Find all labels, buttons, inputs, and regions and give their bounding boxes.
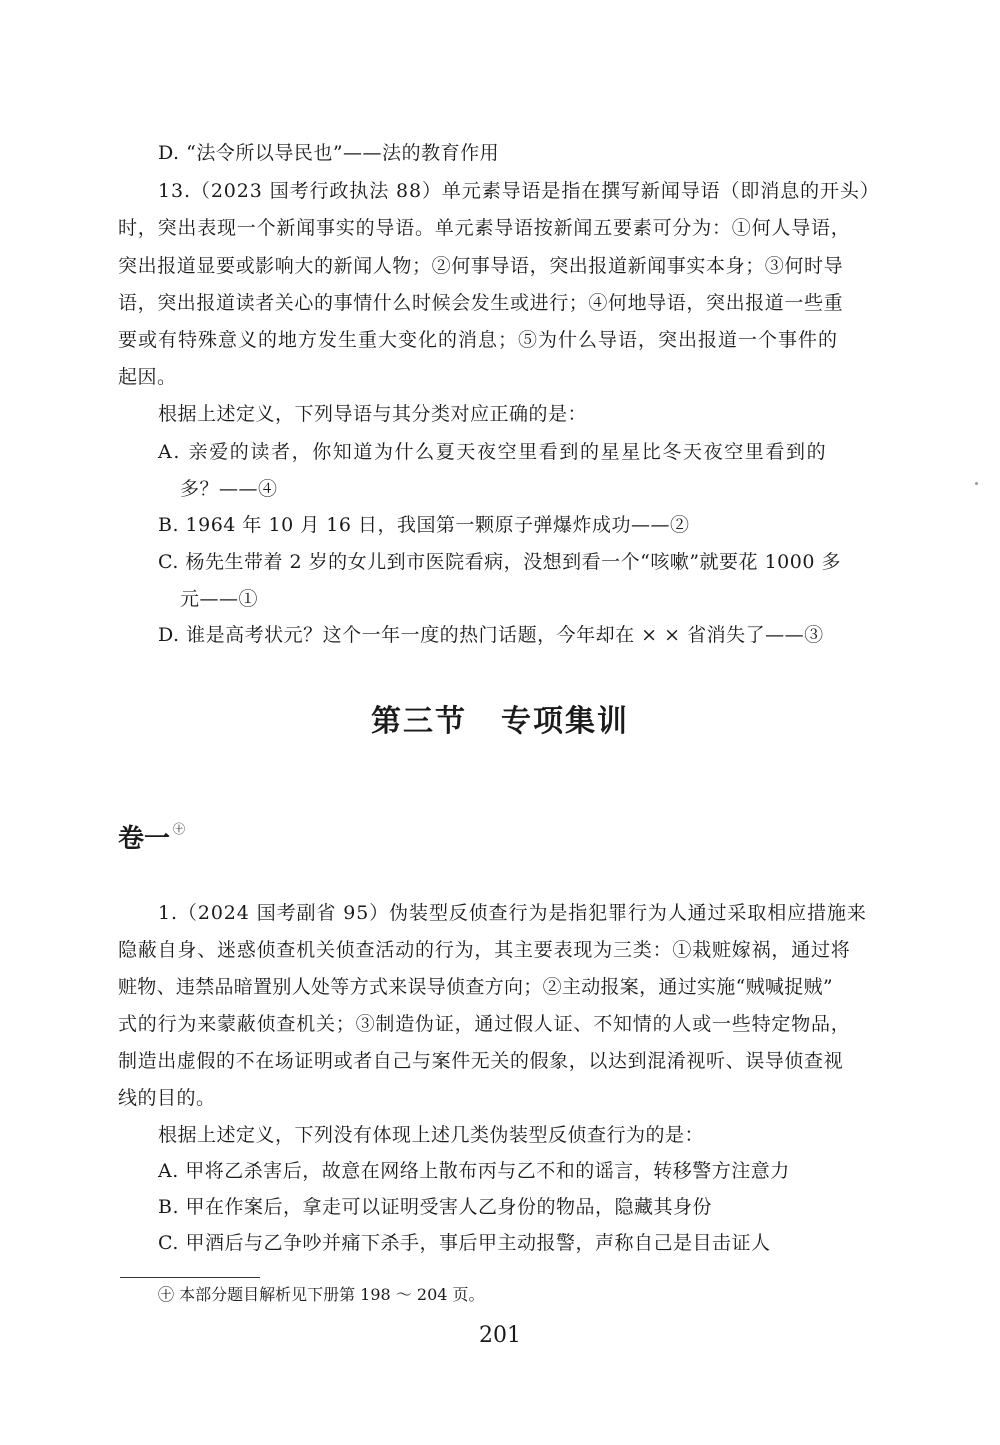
question-13-line: 时，突出表现一个新闻事实的导语。单元素导语按新闻五要素可分为：①何人导语， xyxy=(118,217,851,239)
volume-title: 卷一 xyxy=(118,824,171,854)
option-d-prev: D. “法令所以导民也”——法的教育作用 xyxy=(158,142,500,164)
section-number: 第三节 xyxy=(371,704,467,739)
scan-speck xyxy=(975,482,978,485)
option-c-cont: 元——① xyxy=(180,588,259,610)
section-title xyxy=(0,696,1000,740)
question-1-line: 赃物、违禁品暗置别人处等方式来误导侦查方向；②主动报案，通过实施“贼喊捉贼” xyxy=(118,976,833,998)
page-number: 201 xyxy=(479,1323,521,1348)
question-13-line: 起因。 xyxy=(118,366,177,388)
footnote: ㊉ 本部分题目解析见下册第 198 ～ 204 页。 xyxy=(158,1285,485,1304)
question-13-line: 13.（2023 国考行政执法 88）单元素导语是指在撰写新闻导语（即消息的开头） xyxy=(158,180,880,202)
option-a: A. 甲将乙杀害后，故意在网络上散布丙与乙不和的谣言，转移警方注意力 xyxy=(158,1160,790,1182)
option-d: D. 谁是高考状元？这个一年一度的热门话题，今年却在 × × 省消失了——③ xyxy=(158,624,824,646)
question-13-line: 突出报道显要或影响大的新闻人物；②何事导语，突出报道新闻事实本身；③何时导 xyxy=(118,255,844,277)
option-a: A. 亲爱的读者，你知道为什么夏天夜空里看到的星星比冬天夜空里看到的 xyxy=(158,441,828,463)
option-c: C. 甲酒后与乙争吵并痛下杀手，事后甲主动报警，声称自己是目击证人 xyxy=(158,1232,771,1254)
question-13-line: 要或有特殊意义的地方发生重大变化的消息；⑤为什么导语，突出报道一个事件的 xyxy=(118,329,839,351)
question-1-line: 式的行为来蒙蔽侦查机关；③制造伪证，通过假人证、不知情的人或一些特定物品， xyxy=(118,1013,851,1035)
footnote-divider xyxy=(120,1277,260,1278)
footnote-mark-icon: ㊉ xyxy=(173,822,186,836)
option-a-cont: 多？——④ xyxy=(180,478,278,500)
question-1-line: 线的目的。 xyxy=(118,1087,216,1109)
question-13-prompt: 根据上述定义，下列导语与其分类对应正确的是： xyxy=(158,403,588,425)
option-b: B. 1964 年 10 月 16 日，我国第一颗原子弹爆炸成功——② xyxy=(158,514,690,536)
section-name: 专项集训 xyxy=(501,704,629,739)
question-13-line: 语，突出报道读者关心的事情什么时候会发生或进行；④何地导语，突出报道一些重 xyxy=(118,292,844,314)
question-1-line: 制造出虚假的不在场证明或者自己与案件无关的假象，以达到混淆视听、误导侦查视 xyxy=(118,1050,844,1072)
question-1-prompt: 根据上述定义，下列没有体现上述几类伪装型反侦查行为的是： xyxy=(158,1124,705,1146)
question-1-line: 1.（2024 国考副省 95）伪装型反侦查行为是指犯罪行为人通过采取相应措施来 xyxy=(158,902,867,924)
option-b: B. 甲在作案后，拿走可以证明受害人乙身份的物品，隐藏其身份 xyxy=(158,1196,713,1218)
option-c: C. 杨先生带着 2 岁的女儿到市医院看病，没想到看一个“咳嗽”就要花 1000 多 xyxy=(158,551,841,573)
question-1-line: 隐蔽自身、迷惑侦查机关侦查活动的行为，其主要表现为三类：①栽赃嫁祸，通过将 xyxy=(118,939,851,961)
